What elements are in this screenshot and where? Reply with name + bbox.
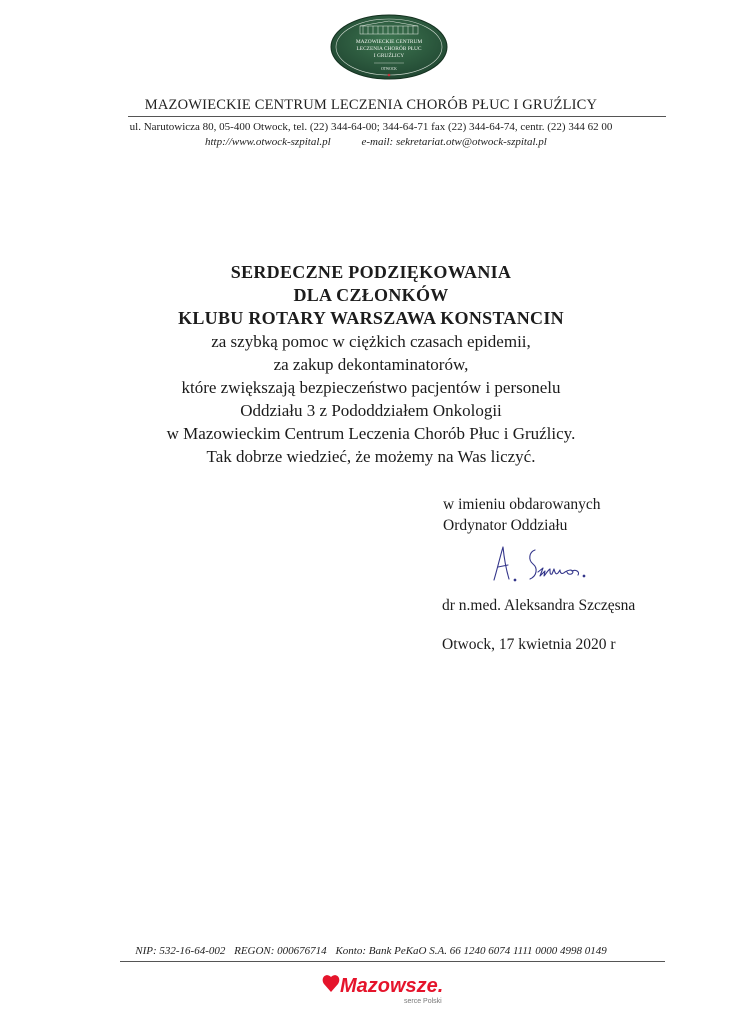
- body-line-1: za szybką pomoc w ciężkich czasach epidemii,: [211, 332, 531, 351]
- footer-nip: NIP: 532-16-64-002: [135, 945, 226, 957]
- logo-text-line-2: LECZENIA CHORÓB PŁUC: [356, 46, 422, 52]
- footer-regon: REGON: 000676714: [234, 945, 327, 957]
- address-line: ul. Narutowicza 80, 05-400 Otwock, tel. (22) 344-64-00; 344-64-71 fax (22) 344-64-74, centr. (22) 344 62 00: [129, 121, 613, 133]
- place-and-date: Otwock, 17 kwietnia 2020 r: [442, 636, 616, 653]
- on-behalf-line: w imieniu obdarowanych: [443, 496, 601, 513]
- footer-info: [0, 945, 742, 957]
- mazowsze-tagline: serce Polski: [404, 998, 442, 1005]
- body-line-3: które zwiększają bezpieczeństwo pacjentów i personelu: [181, 378, 561, 397]
- letter-content: [0, 261, 742, 468]
- body-line-2: za zakup dekontaminatorów,: [273, 355, 469, 374]
- body-line-6: Tak dobrze wiedzieć, że możemy na Was liczyć.: [206, 447, 536, 466]
- body-line-5: w Mazowieckim Centrum Leczenia Chorób Płuc i Gruźlicy.: [166, 424, 576, 443]
- signature-block: [443, 494, 601, 536]
- logo-text-line-1: MAZOWIECKIE CENTRUM: [355, 39, 423, 45]
- letter-body: [0, 330, 742, 468]
- footer-divider: [120, 961, 665, 962]
- email-link[interactable]: e-mail: sekretariat.otw@otwock-szpital.pl: [361, 136, 547, 148]
- body-line-4: Oddziału 3 z Pododdziałem Onkologii: [240, 401, 502, 420]
- mazowsze-brand: Mazowsze.: [340, 975, 444, 997]
- header-divider: [128, 116, 666, 117]
- signer-name: dr n.med. Aleksandra Szczęsna: [442, 597, 636, 614]
- heading-line-3: KLUBU ROTARY WARSZAWA KONSTANCIN: [178, 308, 564, 328]
- hospital-logo: [330, 14, 448, 80]
- contact-line: [205, 136, 547, 148]
- heading-line-2: DLA CZŁONKÓW: [293, 285, 449, 305]
- signer-role: Ordynator Oddziału: [443, 517, 568, 534]
- heading-line-1: SERDECZNE PODZIĘKOWANIA: [230, 262, 512, 282]
- website-link[interactable]: http://www.otwock-szpital.pl: [205, 136, 331, 148]
- logo-text-city: OTWOCK: [381, 67, 397, 71]
- organization-name: MAZOWIECKIE CENTRUM LECZENIA CHORÓB PŁUC I GRUŹLICY: [144, 97, 598, 113]
- logo-text-line-3: I GRUŹLICY: [373, 53, 405, 59]
- handwritten-signature: [488, 542, 610, 586]
- letter-heading: [0, 261, 742, 330]
- footer-account: Konto: Bank PeKaO S.A. 66 1240 6074 1111 0000 4998 0149: [335, 945, 607, 957]
- mazowsze-logo: [318, 968, 464, 1010]
